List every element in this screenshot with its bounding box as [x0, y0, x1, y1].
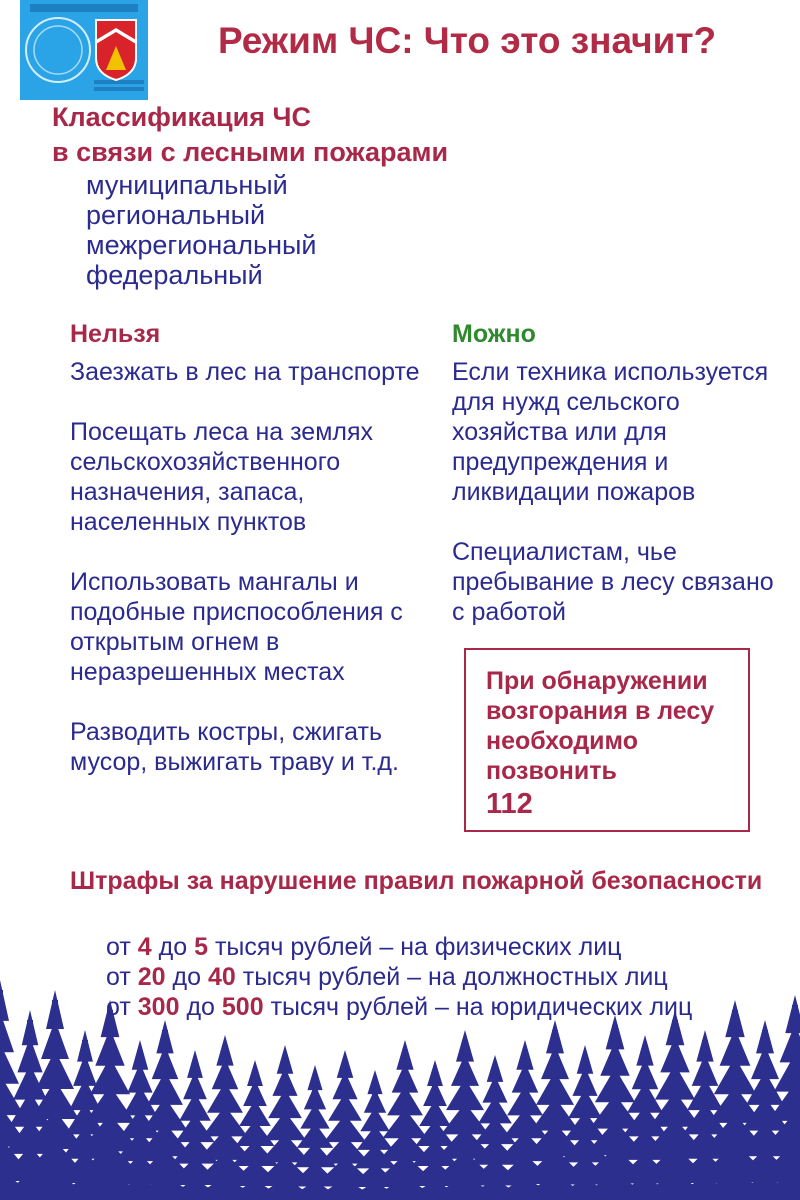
- fine-max: 5: [194, 933, 208, 961]
- fine-prefix: от: [106, 933, 131, 961]
- fine-suffix: тысяч рублей – на физических лиц: [214, 933, 622, 961]
- level-federal: федеральный: [86, 260, 263, 290]
- fine-min: 4: [137, 933, 152, 961]
- fine-row-individuals: [106, 932, 692, 962]
- allowed-heading: Можно: [452, 320, 536, 348]
- level-regional: региональный: [86, 200, 266, 230]
- forbidden-item: Посещать леса на землях сельскохозяйственного назначения, запаса, населенных пунктов: [70, 418, 374, 536]
- emergency-phone-number: 112: [486, 788, 533, 820]
- fine-mid: до: [172, 963, 202, 991]
- forbidden-item: Использовать мангалы и подобные приспособления с открытым огнем в неразрешенных местах: [70, 568, 403, 686]
- classification-heading: [52, 100, 448, 170]
- fine-max: 40: [207, 963, 236, 991]
- allowed-item: Если техника используется для нужд сельского хозяйства или для предупреждения и ликвидации пожаров: [452, 358, 769, 506]
- allowed-item: Специалистам, чье пребывание в лесу связано с работой: [452, 538, 774, 626]
- level-municipal: муниципальный: [86, 170, 288, 200]
- fine-suffix: тысяч рублей – на юридических лиц: [270, 993, 693, 1021]
- classification-levels-list: [86, 170, 316, 290]
- fine-mid: до: [158, 933, 188, 961]
- fine-mid: до: [186, 993, 215, 1021]
- forbidden-item: Заезжать в лес на транспорте: [70, 358, 420, 386]
- fine-max: 500: [221, 993, 264, 1021]
- fine-min: 20: [137, 963, 166, 991]
- page-title: Режим ЧС: Что это значит?: [218, 20, 717, 61]
- fine-prefix: от: [106, 963, 131, 991]
- fine-suffix: тысяч рублей – на должностных лиц: [242, 963, 668, 991]
- level-interregional: межрегиональный: [86, 230, 317, 260]
- forbidden-list: [70, 357, 450, 807]
- fine-row-legal-entities: [106, 992, 692, 1022]
- allowed-list: [452, 357, 792, 657]
- forbidden-heading: Нельзя: [70, 320, 161, 348]
- classification-heading-line2: в связи с лесными пожарами: [52, 137, 449, 167]
- forbidden-item: Разводить костры, сжигать мусор, выжигать траву и т.д.: [70, 718, 399, 776]
- fine-min: 300: [137, 993, 180, 1021]
- emergency-call-text: При обнаружении возгорания в лесу необходимо позвонить: [486, 667, 715, 785]
- fine-row-officials: [106, 962, 692, 992]
- classification-heading-line1: Классификация ЧС: [52, 102, 311, 132]
- fines-list: [106, 932, 692, 1022]
- fines-heading: Штрафы за нарушение правил пожарной безопасности: [70, 867, 763, 895]
- emergency-call-box: [464, 648, 750, 832]
- fine-prefix: от: [106, 993, 131, 1021]
- municipal-emblem-logo: [20, 0, 148, 100]
